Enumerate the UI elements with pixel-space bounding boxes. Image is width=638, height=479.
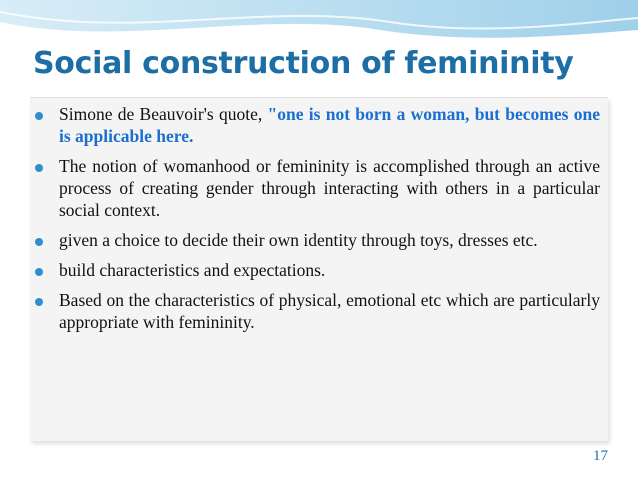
bullet-item [30,229,608,251]
bullet-marker-icon [35,112,43,120]
bullet-text: Based on the characteristics of physical, emotional etc which are particularly appropriate with femininity. [59,290,600,332]
bullet-text: build characteristics and expectations. [59,260,326,280]
bullet-marker-icon [35,268,43,276]
bullet-item [30,155,608,221]
bullet-marker-icon [35,164,43,172]
content-panel [30,97,608,441]
bullet-text: The notion of womanhood or femininity is accomplished through an active process of creating gender through interacting with others in a particular social context. [59,156,600,220]
bullet-list [30,103,608,341]
bullet-item [30,103,608,147]
bullet-text-prefix: Simone de Beauvoir's quote, [59,104,268,124]
page-number: 17 [593,448,608,464]
bullet-item [30,259,608,281]
bullet-text: given a choice to decide their own identity through toys, dresses etc. [59,230,538,250]
quote-emphasis: "one is not born a woman, but becomes one is applicable here. [59,104,600,146]
bullet-item [30,289,608,333]
bullet-marker-icon [35,238,43,246]
slide-title: Social construction of femininity [33,46,574,81]
bullet-marker-icon [35,298,43,306]
bullet-text [59,103,600,147]
